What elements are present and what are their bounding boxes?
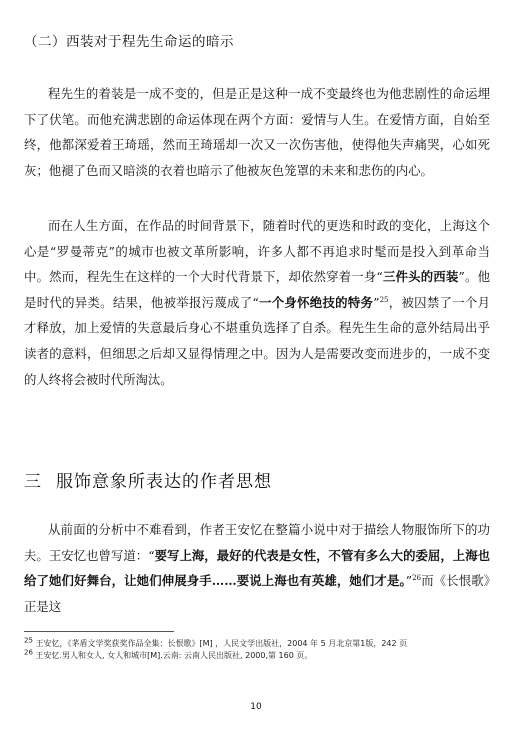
- footnote-divider: [24, 631, 174, 632]
- footnote-text: 王安忆.男人和女人, 女人和城市[M].云南: 云南人民出版社, 2000,第 160 页。: [35, 651, 313, 660]
- subsection-heading: （二）西装对于程先生命运的暗示: [24, 34, 234, 50]
- page-number: 10: [250, 702, 262, 712]
- paragraph-text: 而《长恨歌》正是这: [24, 573, 490, 614]
- paragraph-text: ”: [405, 573, 413, 589]
- footnote-number: 26: [24, 648, 33, 657]
- bold-quote-author: 要写上海，最好的代表是女性，不管有多么大的委屈，上海也给了她们好舞台，让她们伸展身手……要说上海也有英雄，她们才是。: [24, 547, 491, 589]
- section-heading: [24, 467, 272, 492]
- paragraph-author-thought: [24, 517, 490, 619]
- bold-quote-spy: 一个身怀绝技的特务: [258, 294, 374, 310]
- footnote-ref[interactable]: 26: [412, 574, 422, 583]
- section-number: 三: [24, 472, 42, 492]
- paragraph-love-and-life: 程先生的着装是一成不变的，但是正是这种一成不变最终也为他悲剧性的命运埋下了伏笔。而他充满悲剧的命运体现在两个方面：爱情与人生。在爱情方面，自始至终，他都深爱着王琦瑶，然而王琦瑶却一次又一次伤害他，使得他失声痛哭，心如死灰；他褪了色而又暗淡的衣着也暗示了他被灰色笼罩的未来和悲伤的内心。: [24, 86, 490, 178]
- paragraph-text: ”。他是时代的异类。结果，他被举报污蔑成了“: [24, 269, 490, 310]
- footnote-item: [24, 650, 494, 662]
- footnote-item: [24, 638, 494, 650]
- paragraph-life-aspect: [24, 213, 490, 392]
- section-title-text: 服饰意象所表达的作者思想: [56, 472, 272, 492]
- paragraph-text: ，被囚禁了一个月才释放，加上爱情的失意最后身心不堪重负选择了自杀。程先生生命的意外结局出乎读者的意料，但细思之后却又显得情理之中。因为人是需要改变而进步的，一成不变的人终将会被时代所淘汰。: [24, 294, 491, 387]
- bold-quote-suit: 三件头的西装: [382, 269, 459, 285]
- footnote-number: 25: [24, 636, 33, 645]
- paragraph-text: 从前面的分析中不难看到，作者王安忆在整篇小说中对于描绘人物服饰所下的功夫。王安忆也曾写道：“: [24, 522, 490, 563]
- footnotes: [24, 638, 494, 662]
- footnote-ref[interactable]: 25: [379, 295, 389, 304]
- footnote-text: 王安忆，《茅盾文学奖获奖作品全集：长恨歌》[M] ，人民文学出版社，2004 年 5 月北京第1版，242 页: [35, 639, 408, 648]
- paragraph-text: ”: [373, 294, 380, 310]
- paragraph-text: 而在人生方面，在作品的时间背景下，随着时代的更迭和时政的变化，上海这个心是“罗曼蒂克”的城市也被文革所影响，许多人都不再追求时髦而是投入到革命当中。然而，程先生在这样的一个大时代背景下，却依然穿着一身“: [24, 218, 490, 285]
